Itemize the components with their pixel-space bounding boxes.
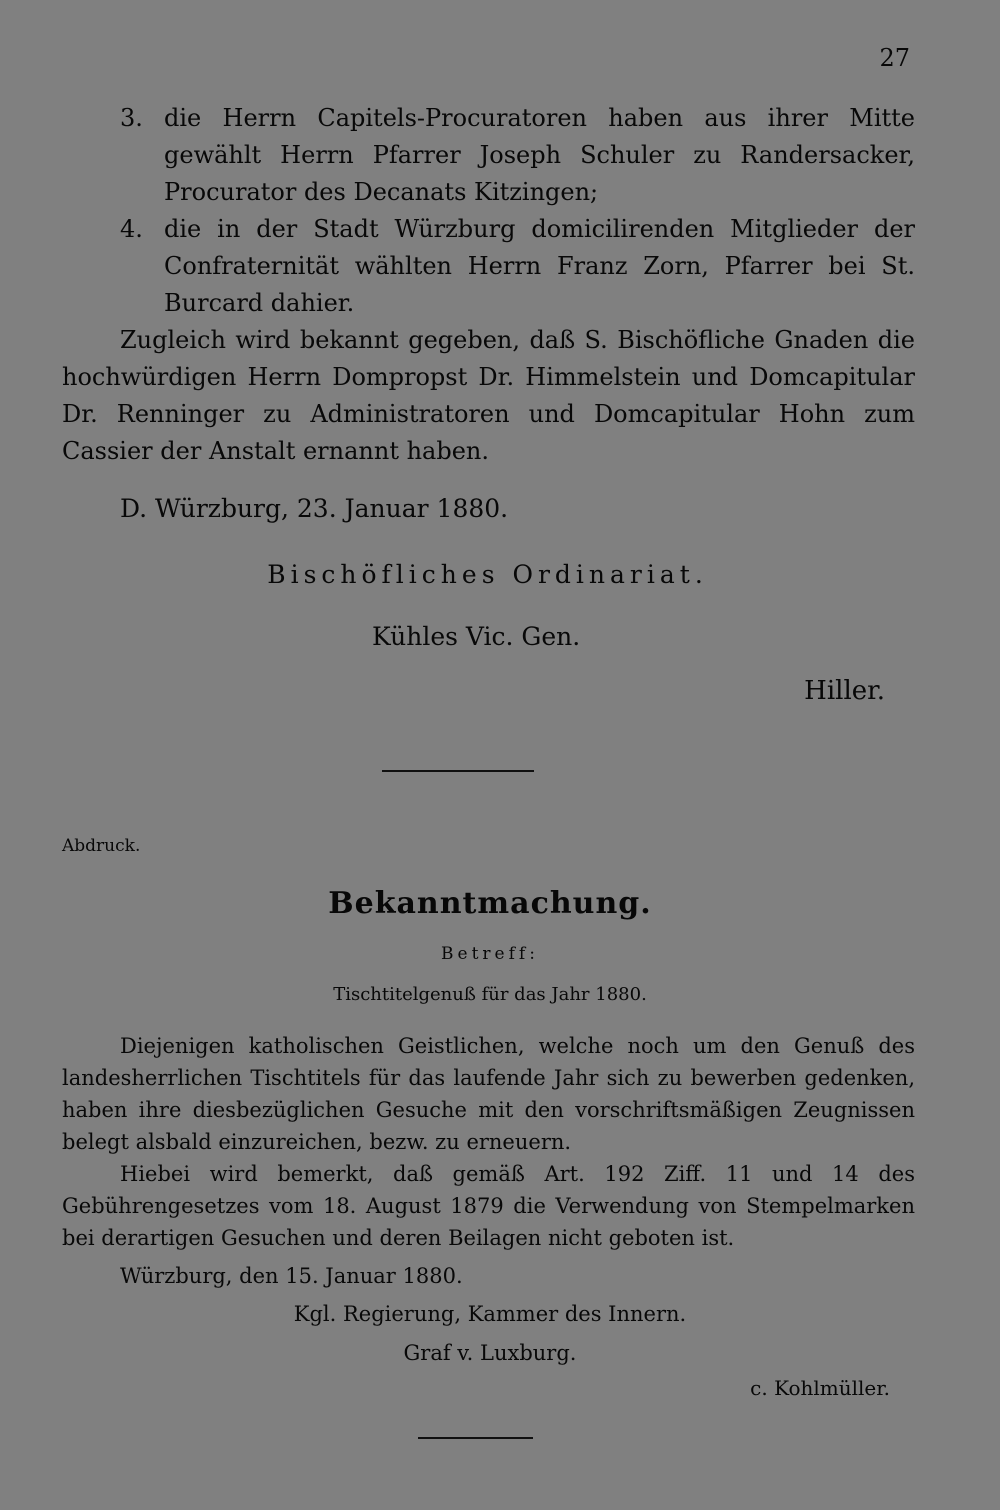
countersignature: c. Kohlmüller. [750, 1376, 890, 1400]
secretary-signature: Hiller. [804, 676, 885, 706]
notice-paragraph: Hiebei wird bemerkt, daß gemäß Art. 192 Ziff. 11 und 14 des Gebührengesetzes vom 18. August 1879 die Verwendung von Stempelmarken bei derartigen Gesuchen und deren Beilagen nicht geboten ist. [62, 1162, 915, 1250]
notice-paragraph: Diejenigen katholischen Geistlichen, welche noch um den Genuß des landesherrlichen Tischtitels für das laufende Jahr sich zu bewerben gedenken, haben ihre diesbezüglichen Gesuche mit den vorschriftsmäßigen Zeugnissen belegt alsbald einzureichen, bezw. zu erneuern. [62, 1034, 915, 1154]
reprint-label: Abdruck. [62, 836, 141, 856]
end-divider [418, 1437, 533, 1439]
vicar-general-signature: Kühles Vic. Gen. [372, 622, 581, 651]
page-number: 27 [879, 44, 910, 72]
list-item-text: die Herrn Capitels-Procuratoren haben aus ihrer Mitte gewählt Herrn Pfarrer Joseph Schuler zu Randersacker, Procurator des Decanats Kitzingen; [164, 104, 915, 206]
issuing-authority: Kgl. Regierung, Kammer des Innern. [293, 1302, 687, 1326]
place-date-line: Würzburg, den 15. Januar 1880. [120, 1264, 463, 1288]
section-divider [382, 770, 534, 772]
list-item-3 [120, 100, 915, 211]
issuing-office: Bischöfliches Ordinariat. [267, 560, 708, 589]
list-item-4 [120, 211, 915, 322]
official-signature: Graf v. Luxburg. [403, 1341, 577, 1365]
list-item-number: 4. [120, 215, 143, 243]
list-item-text: die in der Stadt Würzburg domicilirenden Mitglieder der Confraternität wählten Herrn Franz Zorn, Pfarrer bei St. Burcard dahier. [164, 215, 915, 317]
list-item-number: 3. [120, 104, 143, 132]
announcement-paragraph: Zugleich wird bekannt gegeben, daß S. Bischöfliche Gnaden die hochwürdigen Herrn Dompropst Dr. Himmelstein und Domcapitular Dr. Renninger zu Administratoren und Domcapitular Hohn zum Cassier der Anstalt ernannt haben. [62, 326, 915, 465]
subject-line: Tischtitelgenuß für das Jahr 1880. [333, 984, 647, 1005]
notice-heading: Bekanntmachung. [328, 886, 652, 921]
subject-label: Betreff: [441, 944, 539, 964]
place-date-line: D. Würzburg, 23. Januar 1880. [120, 494, 509, 523]
